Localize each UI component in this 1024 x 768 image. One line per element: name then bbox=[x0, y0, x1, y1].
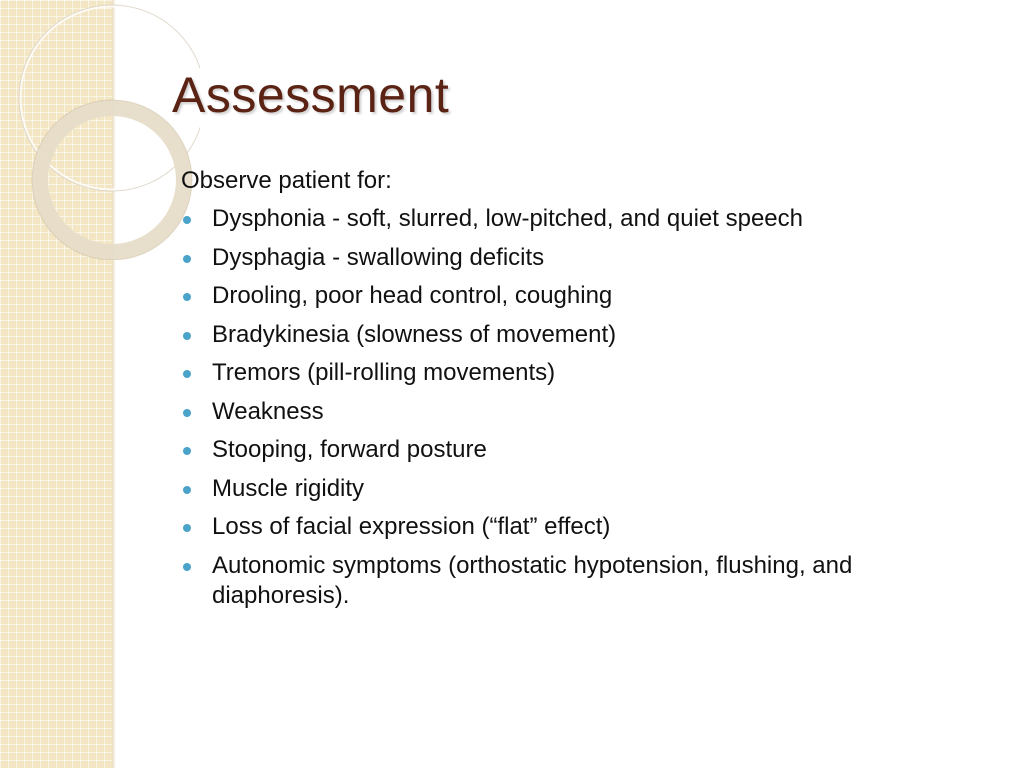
list-item-text: Drooling, poor head control, coughing bbox=[212, 282, 613, 309]
list-item-text: Dysphonia - soft, slurred, low-pitched, and quiet speech bbox=[212, 205, 803, 232]
small-ring bbox=[40, 108, 184, 252]
bullet-icon bbox=[183, 486, 191, 494]
bullet-icon bbox=[183, 293, 191, 301]
list-item-text: Tremors (pill-rolling movements) bbox=[212, 359, 556, 386]
bullet-icon bbox=[183, 563, 191, 571]
bullet-icon bbox=[183, 409, 191, 417]
list-item bbox=[181, 281, 991, 311]
bullet-icon bbox=[183, 524, 191, 532]
slide-title: Assessment bbox=[172, 67, 450, 123]
list-item bbox=[181, 320, 991, 350]
list-item bbox=[181, 435, 991, 465]
slide-content bbox=[181, 164, 991, 619]
list-item-text: Bradykinesia (slowness of movement) bbox=[212, 320, 617, 348]
intro-text: Observe patient for: bbox=[181, 167, 392, 194]
list-item bbox=[181, 512, 991, 542]
list-item-text: Loss of facial expression (“flat” effect) bbox=[212, 513, 611, 540]
list-item bbox=[181, 358, 991, 388]
list-item bbox=[181, 474, 991, 504]
list-item bbox=[181, 397, 991, 427]
list-item-text: Muscle rigidity bbox=[212, 474, 365, 502]
list-item-text: Dysphagia - swallowing deficits bbox=[212, 243, 545, 271]
list-item-text: Autonomic symptoms (orthostatic hypotension, flushing, and diaphoresis). bbox=[212, 551, 853, 609]
bullet-list bbox=[181, 204, 991, 611]
bullet-icon bbox=[183, 216, 191, 224]
list-item bbox=[181, 551, 991, 611]
list-item bbox=[181, 204, 991, 234]
list-item-text: Weakness bbox=[212, 397, 324, 425]
bullet-icon bbox=[183, 255, 191, 263]
list-item bbox=[181, 243, 991, 273]
decorative-rings bbox=[0, 0, 200, 260]
list-item-text: Stooping, forward posture bbox=[212, 436, 487, 463]
bullet-icon bbox=[183, 447, 191, 455]
bullet-icon bbox=[183, 332, 191, 340]
bullet-icon bbox=[183, 370, 191, 378]
